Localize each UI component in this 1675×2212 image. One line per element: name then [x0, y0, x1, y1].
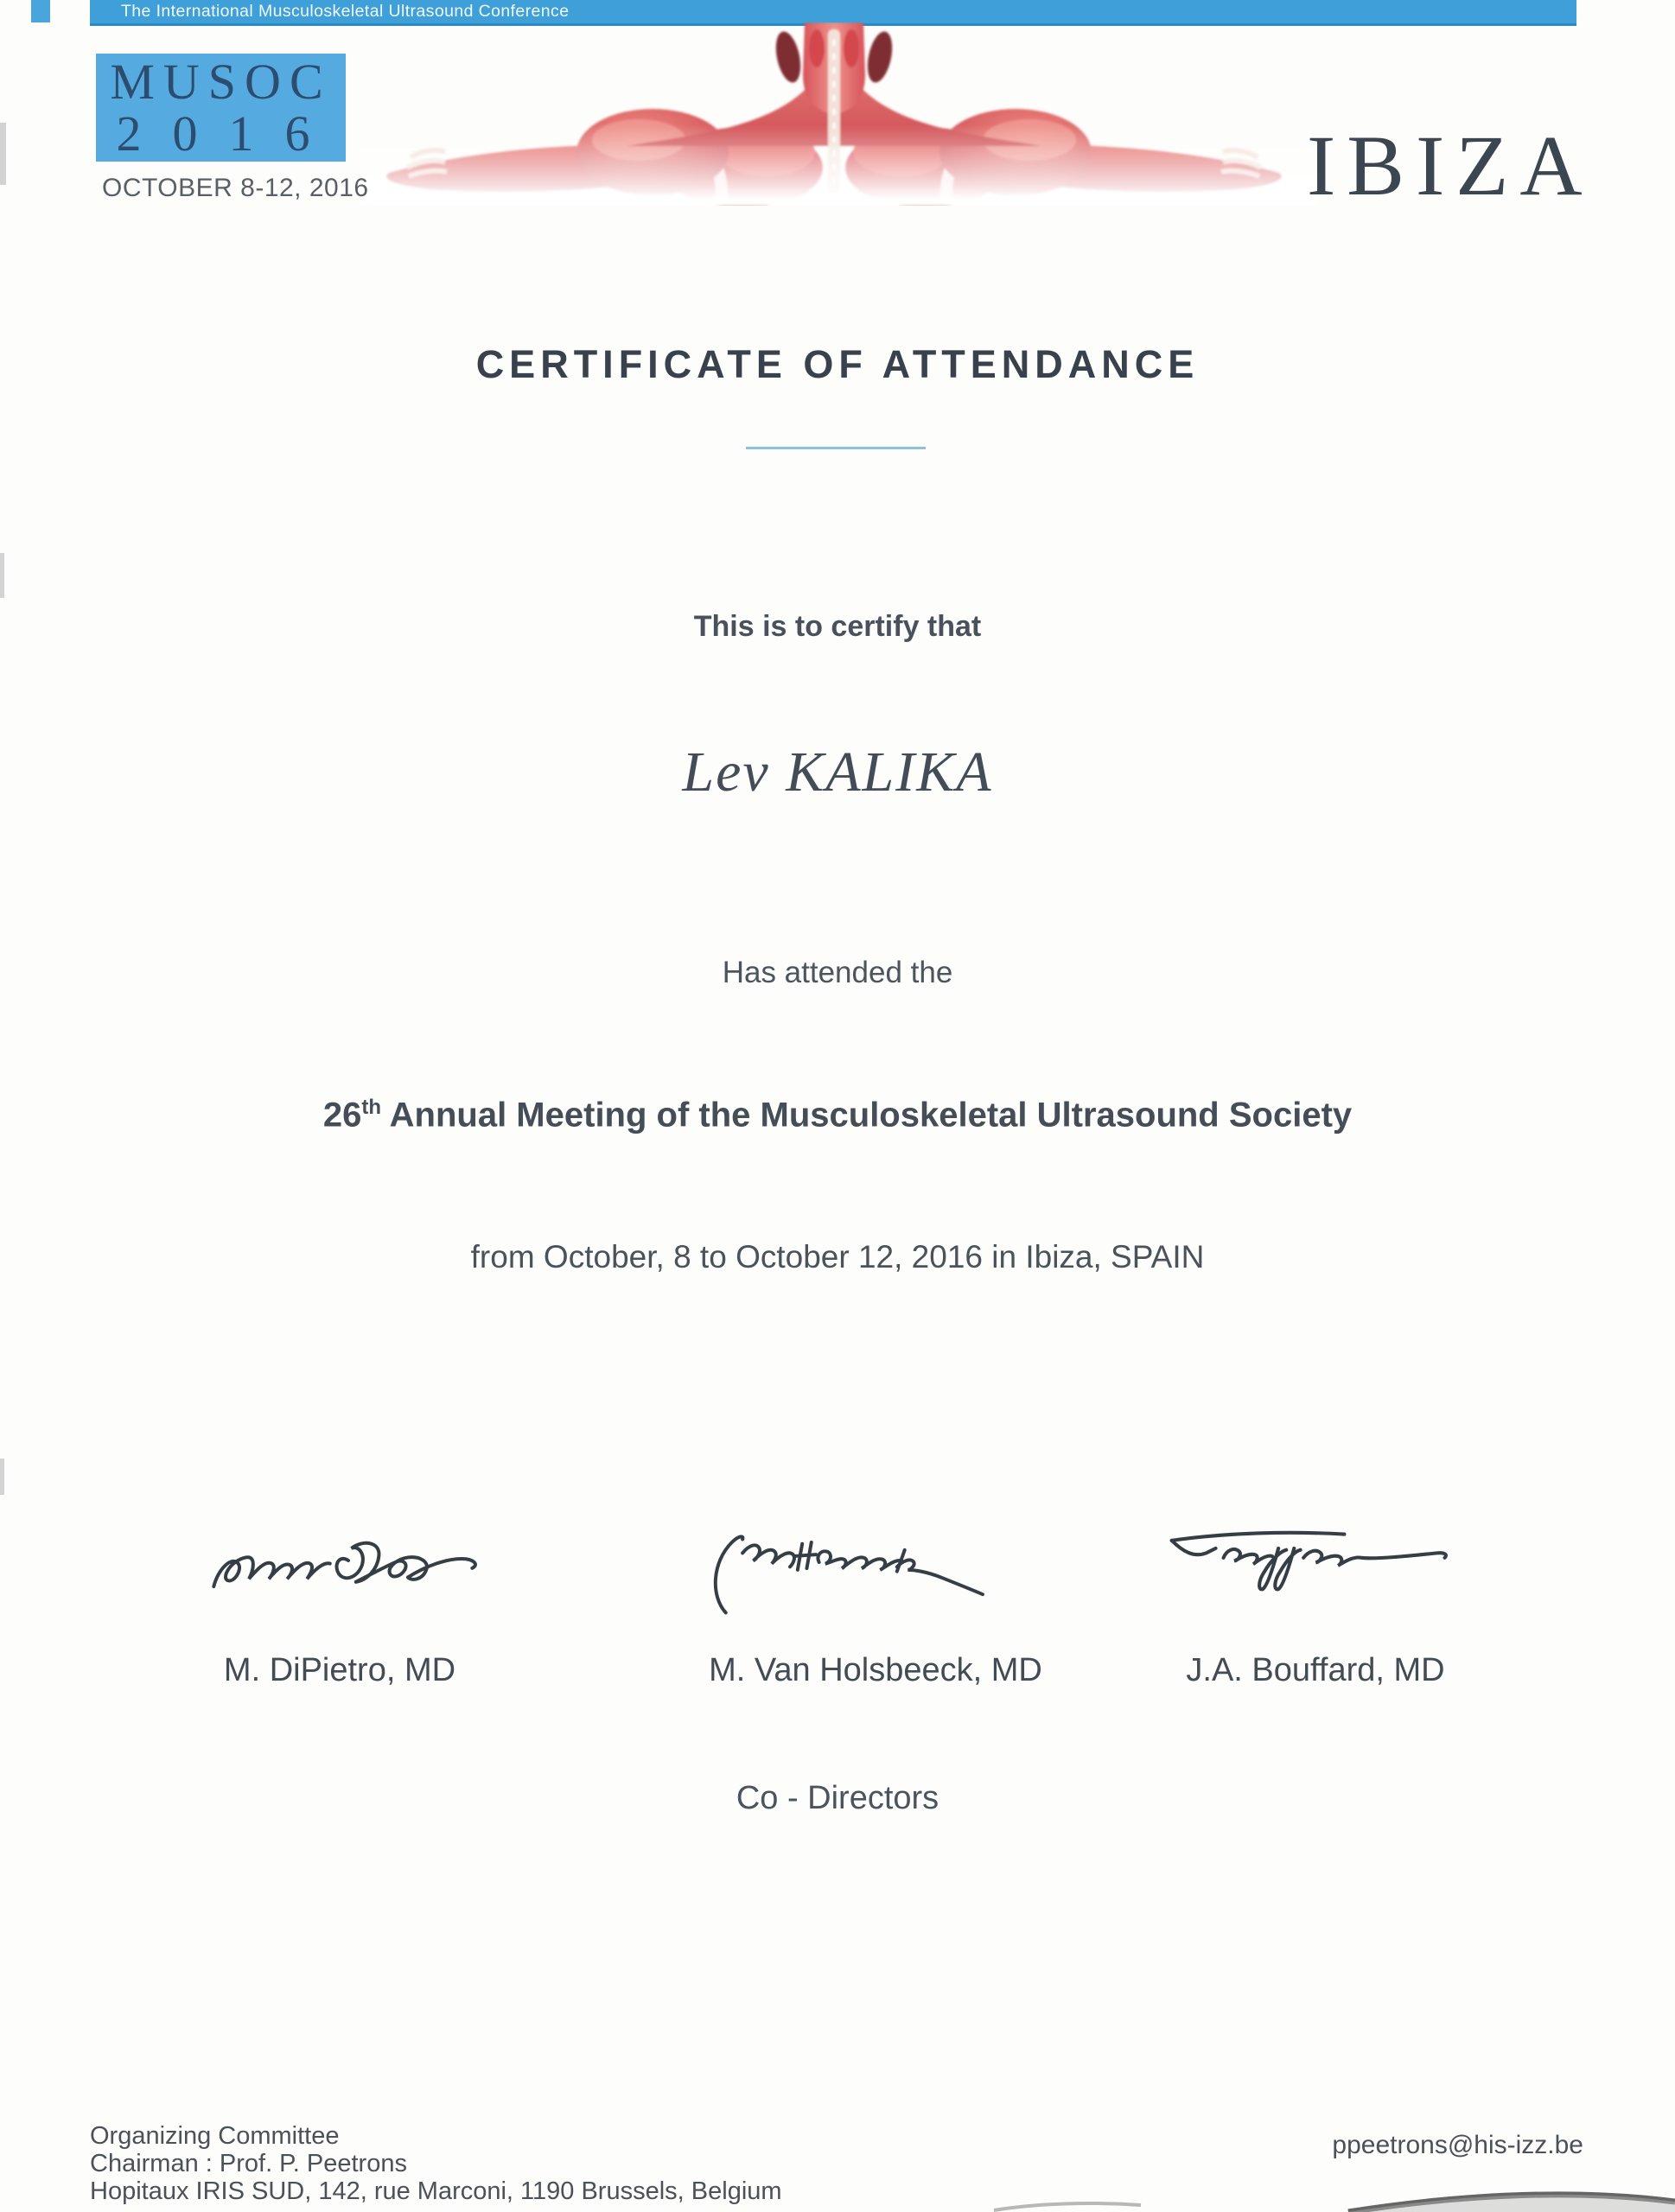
certificate-title: CERTIFICATE OF ATTENDANCE — [475, 342, 1200, 386]
address-line: Hopitaux IRIS SUD, 142, rue Marconi, 1190 Brussels, Belgium — [90, 2177, 782, 2205]
meeting-title — [0, 1096, 1675, 1135]
musoc-logo — [96, 54, 346, 162]
signatory-name-van-holsbeeck: M. Van Holsbeeck, MD — [709, 1652, 1042, 1688]
page-curl-artifact — [985, 2176, 1675, 2212]
location-wordmark: IBIZA — [1307, 118, 1594, 213]
scan-edge-artifact — [0, 1459, 4, 1495]
dipietro-signature-image — [197, 1521, 500, 1620]
signatory-name-bouffard: J.A. Bouffard, MD — [1186, 1652, 1445, 1688]
committee-line: Organizing Committee — [90, 2122, 340, 2150]
co-directors-label: Co - Directors — [736, 1780, 939, 1816]
meeting-title-rest: Annual Meeting of the Musculoskeletal Ultrasound Society — [381, 1096, 1353, 1135]
event-date-location: from October, 8 to October 12, 2016 in Ibiza, SPAIN — [470, 1239, 1205, 1274]
title-divider-line — [746, 447, 926, 449]
scan-edge-artifact — [0, 553, 4, 598]
scan-edge-artifact — [0, 123, 6, 185]
organizing-committee-block — [90, 2122, 782, 2205]
certify-line: This is to certify that — [693, 610, 982, 643]
meeting-ordinal: th — [361, 1096, 382, 1119]
bouffard-signature-image — [1145, 1514, 1465, 1616]
musoc-logo-year: 2016 — [116, 105, 341, 162]
signatory-name-dipietro: M. DiPietro, MD — [223, 1652, 456, 1688]
van-holsbeeck-signature-image — [698, 1522, 1001, 1622]
attended-line: Has attended the — [722, 956, 953, 989]
muscle-anatomy-image — [359, 22, 1318, 206]
contact-email: ppeetrons@his-izz.be — [1332, 2131, 1583, 2159]
banner-edge-chip — [31, 0, 50, 22]
conference-dates: OCTOBER 8-12, 2016 — [102, 174, 369, 202]
chairman-line: Chairman : Prof. P. Peetrons — [90, 2150, 407, 2177]
musoc-logo-name: MUSOC — [110, 54, 332, 110]
conference-banner-text: The International Musculoskeletal Ultrasound Conference — [121, 2, 570, 21]
attendee-name: Lev KALIKA — [682, 741, 993, 804]
meeting-number: 26 — [322, 1096, 362, 1135]
